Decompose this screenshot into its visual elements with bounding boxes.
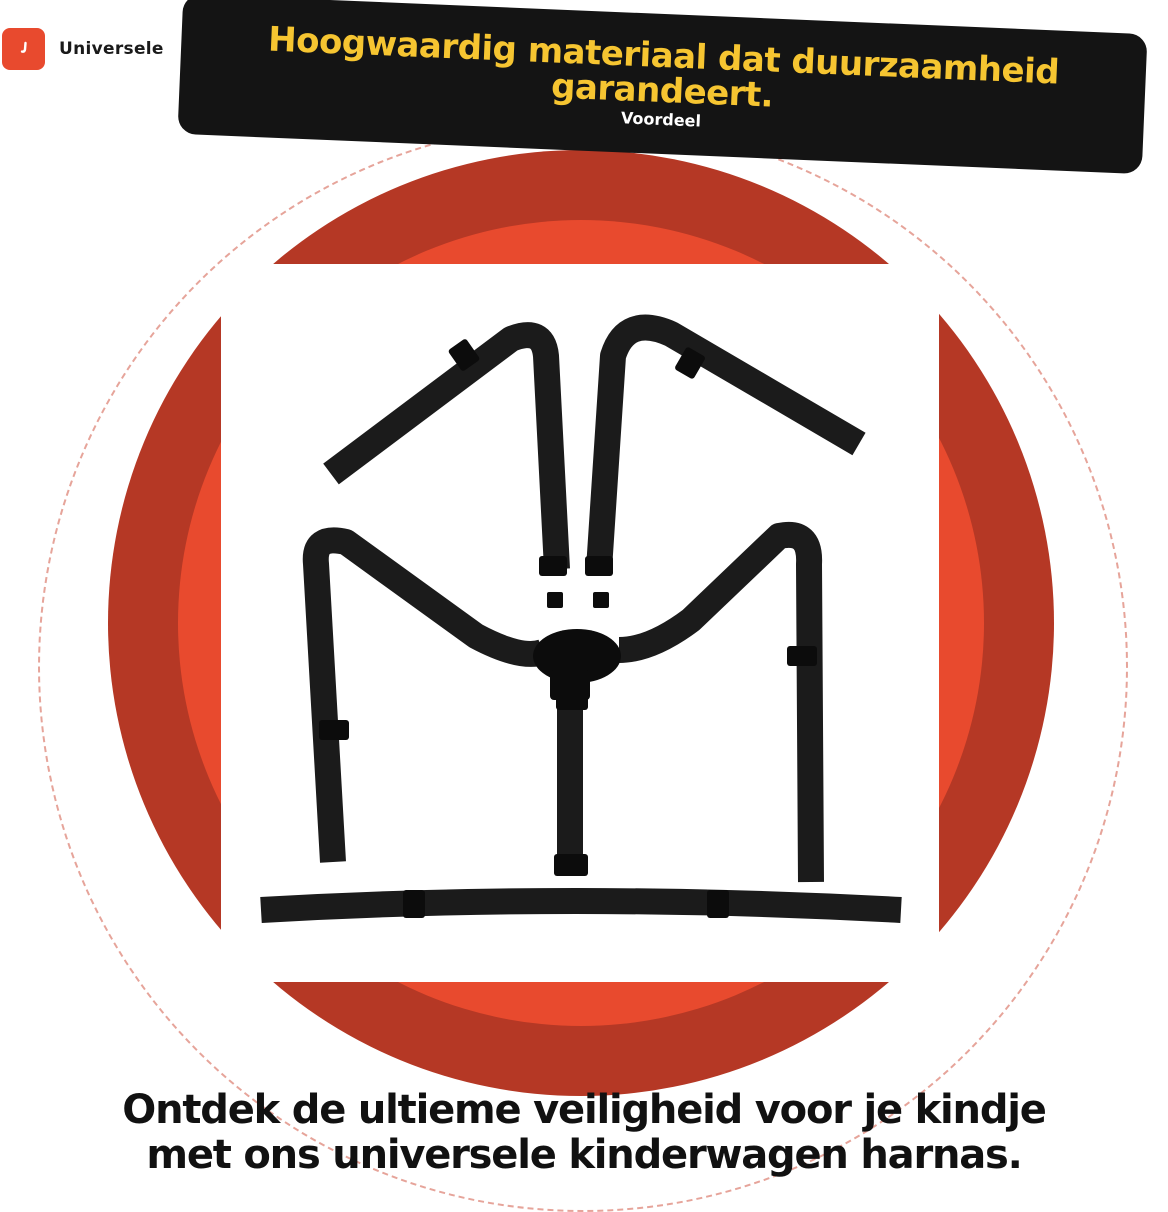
stroller-harness-icon bbox=[221, 264, 939, 982]
brand-logo bbox=[2, 28, 45, 70]
product-image bbox=[221, 264, 939, 982]
banner-subtitle: Voordeel bbox=[620, 108, 702, 131]
check-icon bbox=[17, 40, 31, 59]
headline-line-2: met ons universele kinderwagen harnas. bbox=[146, 1131, 1022, 1178]
brand-name: Universele bbox=[59, 39, 164, 59]
benefit-banner bbox=[177, 0, 1147, 174]
headline bbox=[0, 1088, 1168, 1178]
banner-title: Hoogwaardig materiaal dat duurzaamheid garandeert. bbox=[267, 19, 1060, 116]
headline-line-1: Ontdek de ultieme veiligheid voor je kindje bbox=[122, 1087, 1046, 1133]
brand bbox=[2, 28, 164, 70]
